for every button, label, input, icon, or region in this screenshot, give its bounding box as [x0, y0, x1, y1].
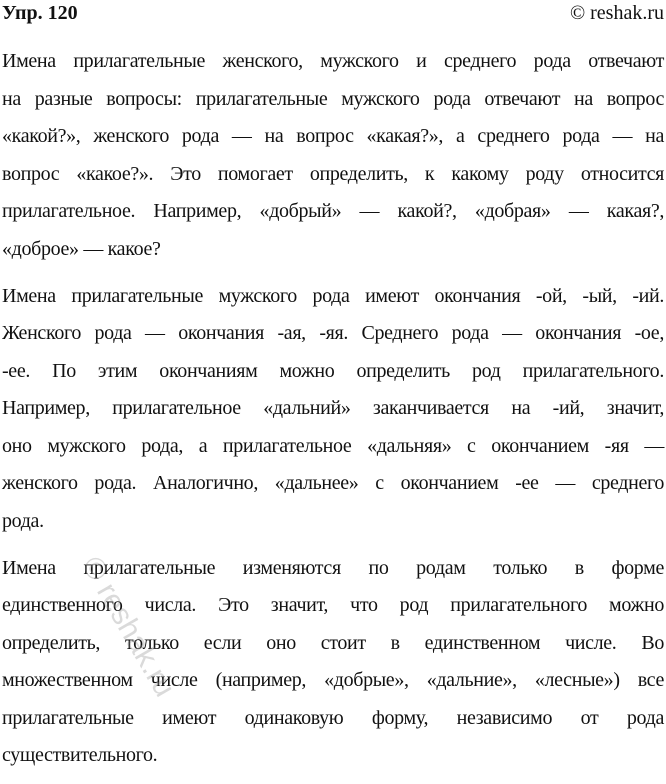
text-line: Например, прилагательное «дальний» заканчивается на -ий, значит, — [2, 397, 664, 419]
text-line: «какой?», женского рода — на вопрос «какая?», а среднего рода — на — [2, 125, 664, 147]
text-line: оно мужского рода, а прилагательное «дальняя» с окончанием -яя — — [2, 434, 664, 457]
paragraph — [2, 278, 664, 541]
text-line: вопрос «какое?». Это помогает определить, к какому роду относится — [2, 162, 664, 185]
text-line: Женского рода — окончания -ая, -яя. Среднего рода — окончания -ое, — [2, 322, 664, 344]
text-line: прилагательные имеют одинаковую форму, независимо от рода — [2, 706, 664, 729]
text-line: определить, только если оно стоит в единственном числе. Во — [2, 631, 664, 654]
copyright-label: © reshak.ru — [569, 1, 664, 24]
text-line: женского рода. Аналогично, «дальнее» с окончанием -ее — среднего — [2, 472, 664, 494]
exercise-title: Упр. 120 — [2, 1, 78, 24]
text-line: существительного. — [2, 744, 158, 766]
header — [2, 0, 664, 26]
text-line: рода. — [2, 509, 44, 532]
text-line: Имена прилагательные мужского рода имеют окончания -ой, -ый, -ий. — [2, 284, 664, 307]
text-line: -ее. По этим окончаниям можно определить род прилагательного. — [2, 359, 664, 382]
text-line: множественном числе (например, «добрые», «дальние», «лесные») все — [2, 669, 664, 691]
text-line: прилагательное. Например, «добрый» — какой?, «добрая» — какая?, — [2, 200, 664, 222]
text-line: Имена прилагательные женского, мужского и среднего рода отвечают — [2, 50, 664, 72]
text-line: единственного числа. Это значит, что род прилагательного можно — [2, 594, 664, 616]
watermark: © reshak.ru — [75, 551, 182, 703]
text-line: Имена прилагательные изменяются по родам только в форме — [2, 556, 664, 579]
paragraph — [2, 43, 664, 268]
paragraph — [2, 550, 664, 775]
text-line: на разные вопросы: прилагательные мужского рода отвечают на вопрос — [2, 87, 664, 110]
text-line: «доброе» — какое? — [2, 237, 161, 260]
document-body — [2, 43, 664, 784]
